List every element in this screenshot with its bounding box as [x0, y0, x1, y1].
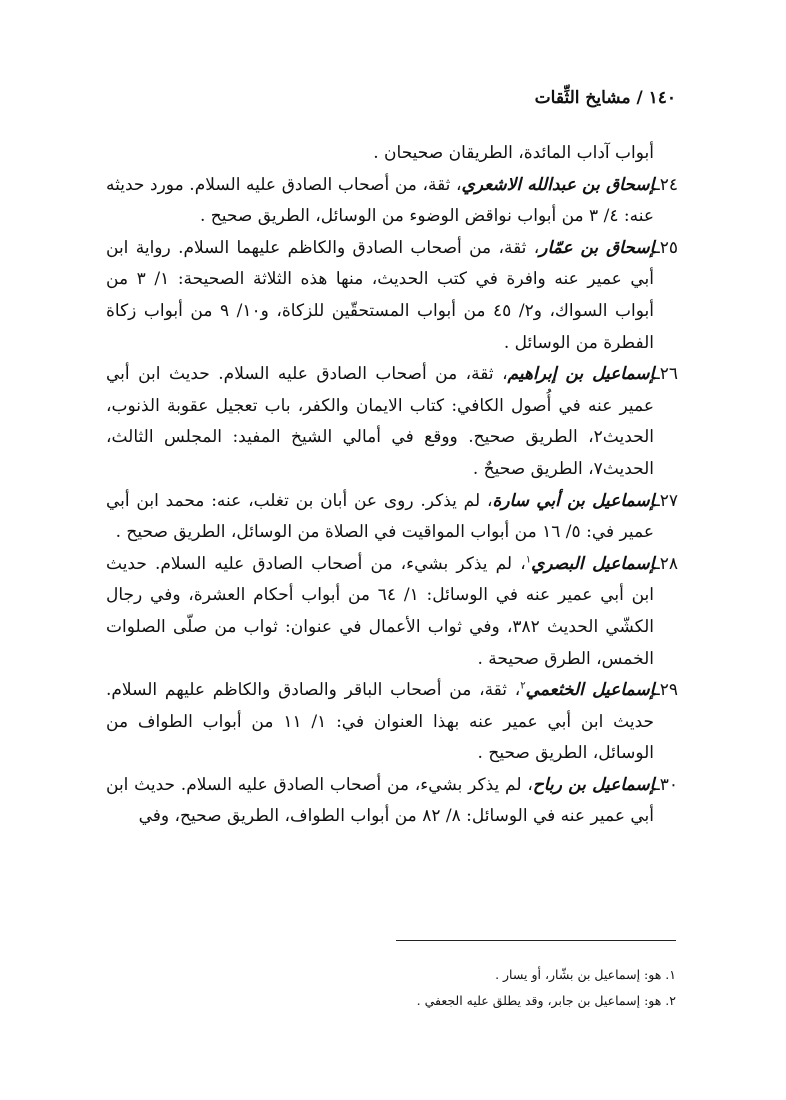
- footnote-marker[interactable]: ٢: [520, 680, 526, 692]
- entry-number: ٢٩ـ: [654, 680, 679, 701]
- entry-30: [106, 770, 678, 833]
- entry-27: [106, 486, 678, 549]
- page-header: ١٤٠ / مشايخ الثِّقات: [534, 88, 676, 108]
- narrator-name: إسماعيل الخثعمي: [525, 680, 655, 701]
- entry-number: ٢٧ـ: [654, 490, 678, 511]
- intro-paragraph: أبواب آداب المائدة، الطريقان صحيحان .: [373, 143, 654, 163]
- entry-number: ٢٥ـ: [654, 237, 678, 258]
- narrator-name: إسماعيل بن رباح: [532, 774, 655, 795]
- entry-number: ٣٠ـ: [654, 774, 678, 795]
- footnote-2: ٢. هو: إسماعيل بن جابر، وقد يطلق عليه الجعفي .: [416, 993, 676, 1008]
- footnote-marker[interactable]: ١: [525, 554, 532, 566]
- entry-text: ، ثقة، من أصحاب الباقر والصادق والكاظم عليهم السلام. حديث ابن أبي عمير عنه بهذا العنوان في: ١/ ١١ من أبواب الطواف من الوسائل، الطريق صحيح .: [106, 680, 655, 764]
- entry-number: ٢٨ـ: [654, 553, 679, 574]
- narrator-name: إسحاق بن عمّار: [539, 237, 655, 258]
- entry-26: [106, 359, 678, 485]
- footnote-1: ١. هو: إسماعيل بن بشّار، أو يسار .: [495, 967, 676, 982]
- entry-29: [106, 675, 678, 770]
- entry-28: [106, 549, 678, 675]
- entry-text: ، ثقة، من أصحاب الصادق والكاظم عليهما السلام. رواية ابن أبي عمير عنه وافرة في كتب الحديث، منها هذه الثلاثة الصحيحة: ١/ ٣ من أبواب السواك، و٢/ ٤٥ من أبواب المستحقّين للزكاة، و١٠/ ٩ من أبواب زكاة الفطرة من الوسائل .: [106, 237, 655, 353]
- entry-text: ، ثقة، من أصحاب الصادق عليه السلام. حديث ابن أبي عمير عنه في أُصول الكافي: كتاب الايمان والكفر، باب تعجيل عقوبة الذنوب، الحديث٢، الطريق صحيح. ووقع في أمالي الشيخ المفيد: المجلس الثالث، الحديث٧، الطريق صحيحٌ .: [106, 364, 654, 479]
- footnote-divider: [396, 940, 676, 941]
- footnotes: [104, 962, 676, 1014]
- entry-25: [106, 233, 678, 359]
- entry-text: ، ثقة، من أصحاب الصادق عليه السلام. مورد حديثه عنه: ٤/ ٣ من أبواب نواقض الوضوء من الوسائل، الطريق صحيح .: [106, 174, 654, 227]
- entry-text: ، لم يذكر بشيء، من أصحاب الصادق عليه السلام. حديث ابن أبي عمير عنه في الوسائل: ١/ ٦٤ من أبواب أحكام العشرة، وفي رجال الكشّي الحديث ٣٨٢، وفي ثواب الأعمال في عنوان: ثواب من صلّى الصلوات الخمس، الطرق صحيحة .: [106, 553, 654, 669]
- entry-text: ، لم يذكر. روى عن أبان بن تغلب، عنه: محمد ابن أبي عمير في: ٥/ ١٦ من أبواب المواقيت في الصلاة من الوسائل، الطريق صحيح .: [106, 490, 654, 543]
- narrator-name: إسحاق بن عبدالله الاشعري: [461, 174, 655, 195]
- entry-number: ٢٤ـ: [654, 174, 678, 195]
- narrator-name: إسماعيل بن إبراهيم: [507, 364, 655, 385]
- narrator-name: إسماعيل بن أبي سارة: [492, 490, 655, 511]
- main-text: [106, 138, 678, 833]
- entry-number: ٢٦ـ: [654, 364, 678, 385]
- entry-24: [106, 170, 678, 233]
- narrator-name: إسماعيل البصري: [531, 553, 655, 574]
- entry-text: ، لم يذكر بشيء، من أصحاب الصادق عليه السلام. حديث ابن أبي عمير عنه في الوسائل: ٨/ ٨٢ من أبواب الطواف، الطريق صحيح، وفي: [106, 774, 654, 827]
